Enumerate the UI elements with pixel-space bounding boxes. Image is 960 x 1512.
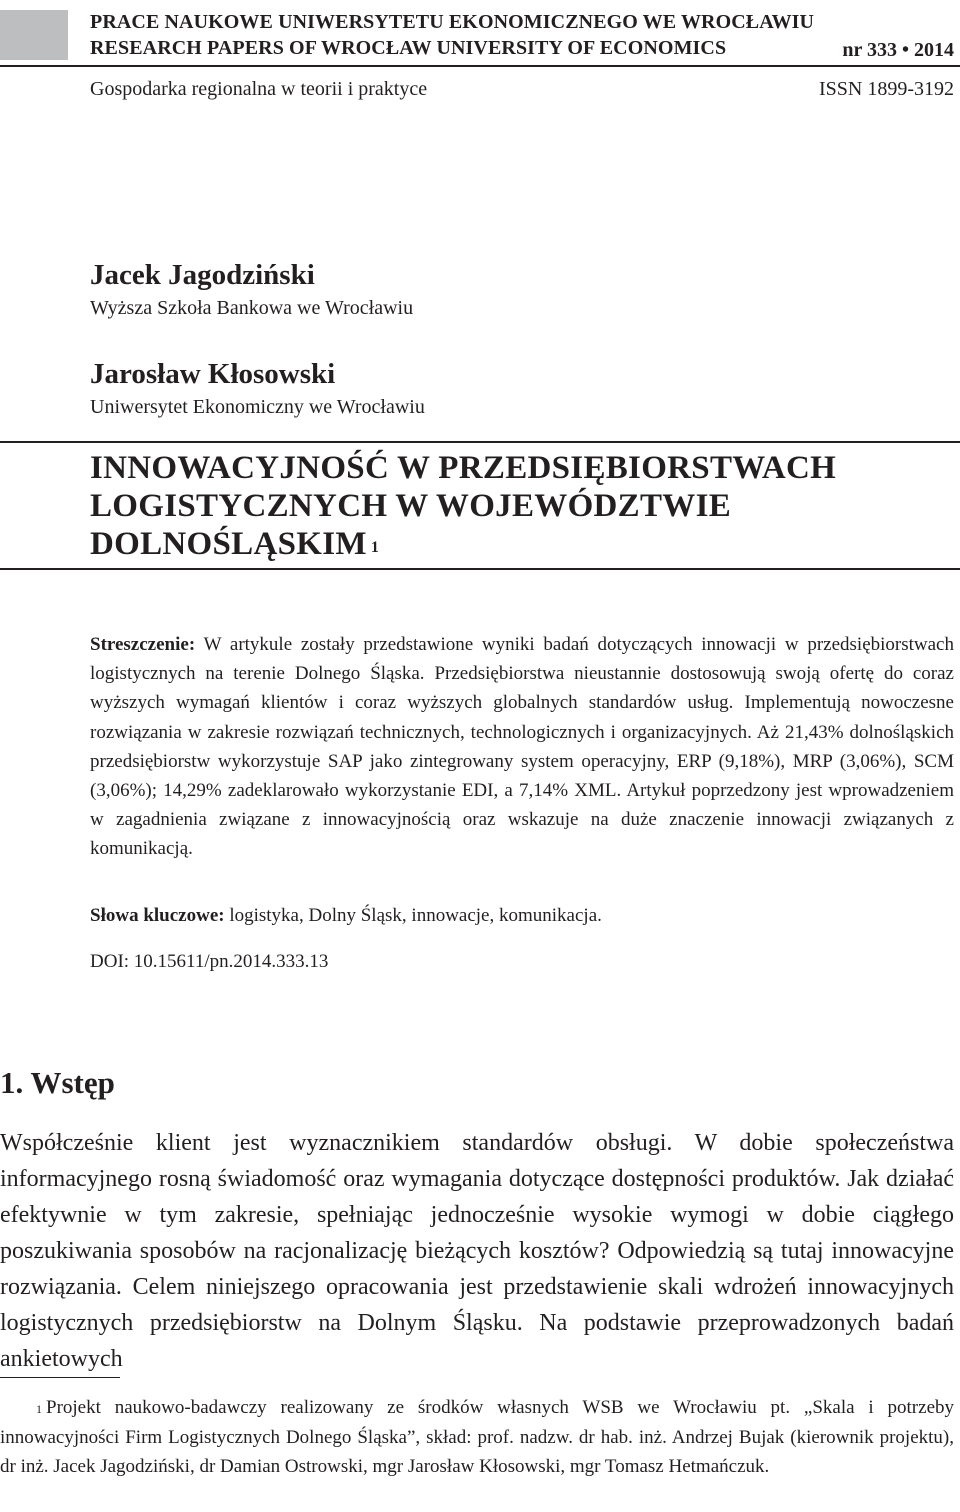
section-body: Współcześnie klient jest wyznacznikiem standardów obsługi. W dobie społeczeństwa informacyjnego rosną świadomość oraz wymagania dotyczące dostępności produktów. Jak działać efektywnie w tym zakresie, spełniając jednocześnie wysokie wymogi w dobie ciągłego poszukiwania sposobów na racjonalizację bieżących kosztów? Odpowiedzią są tutaj innowacyjne rozwiązania. Celem niniejszego opracowania jest przedstawienie skali wdrożeń innowacyjnych logistycznych przedsiębiorstw na Dolnym Śląsku. Na podstawie przeprowadzonych badań ankietowych xyxy=(0,1130,954,1372)
title-top-rule xyxy=(0,441,960,443)
abstract-text: W artykule zostały przedstawione wyniki badań dotyczących innowacji w przedsiębiorstwach logistycznych na terenie Dolnego Śląska. Przedsiębiorstwa nieustannie dostosowują swoją ofertę do coraz wyższych wymagań klientów i coraz wyższych globalnych standardów usług. Implementują nowoczesne rozwiązania w zakresie rozwiązań technicznych, technologicznych i organizacyjnych. Aż 21,43% dolnośląskich przedsiębiorstw wykorzystuje SAP jako zintegrowany system operacyjny, ERP (9,18%), MRP (3,06%), SCM (3,06%); 14,29% zadeklarowało wykorzystanie EDI, a 7,14% XML. Artykuł poprzedzony jest wprowadzeniem w zagadnienia związane z innowacyjnością oraz wskazuje na duże znaczenie innowacji związanych z komunikacją. xyxy=(90,634,954,860)
title-line-text: DOLNOŚLĄSKIM xyxy=(90,526,367,562)
footnote-mark: 1 xyxy=(36,1402,42,1416)
abstract xyxy=(90,630,954,864)
footnote-text: Projekt naukowo-badawczy realizowany ze środków własnych WSB we Wrocławiu pt. „Skala i potrzeby innowacyjności Firm Logistycznych Dolnego Śląska”, skład: prof. nadzw. dr hab. inż. Andrzej Bujak (kierownik projektu), dr inż. Jacek Jagodziński, dr Damian Ostrowski, mgr Jarosław Kłosowski, mgr Tomasz Hetmańczuk. xyxy=(0,1397,954,1477)
journal-title: Gospodarka regionalna w teorii i praktyce xyxy=(90,78,428,100)
keywords-label: Słowa kluczowe: xyxy=(90,905,225,926)
doi: DOI: 10.15611/pn.2014.333.13 xyxy=(90,951,329,972)
title-line: INNOWACYJNOŚĆ W PRZEDSIĘBIORSTWACH xyxy=(90,450,837,486)
footnote-rule xyxy=(0,1377,120,1378)
author-affiliation: Uniwersytet Ekonomiczny we Wrocławiu xyxy=(90,396,425,418)
author-affiliation: Wyższa Szkoła Bankowa we Wrocławiu xyxy=(90,297,414,319)
series-title-en: RESEARCH PAPERS OF WROCŁAW UNIVERSITY OF ECONOMICS xyxy=(90,37,727,59)
title-line: LOGISTYCZNYCH W WOJEWÓDZTWIE xyxy=(90,488,732,524)
article-title xyxy=(90,449,950,563)
series-title-pl: PRACE NAUKOWE UNIWERSYTETU EKONOMICZNEGO WE WROCŁAWIU xyxy=(90,11,815,33)
footnote xyxy=(0,1393,954,1482)
title-line xyxy=(90,525,950,563)
author-name: Jarosław Kłosowski xyxy=(90,358,336,390)
keywords-text: logistyka, Dolny Śląsk, innowacje, komunikacja. xyxy=(229,905,602,926)
issn: ISSN 1899-3192 xyxy=(818,78,954,100)
title-footnote-mark: 1 xyxy=(370,539,380,556)
issue-number: nr 333 • 2014 xyxy=(842,39,954,61)
keywords xyxy=(90,904,954,928)
title-bottom-rule xyxy=(0,568,960,570)
section-heading: 1. Wstęp xyxy=(0,1065,115,1100)
series-logo-block xyxy=(0,10,68,60)
author-name: Jacek Jagodziński xyxy=(90,259,315,291)
header-rule xyxy=(0,65,960,67)
abstract-label: Streszczenie: xyxy=(90,634,196,655)
